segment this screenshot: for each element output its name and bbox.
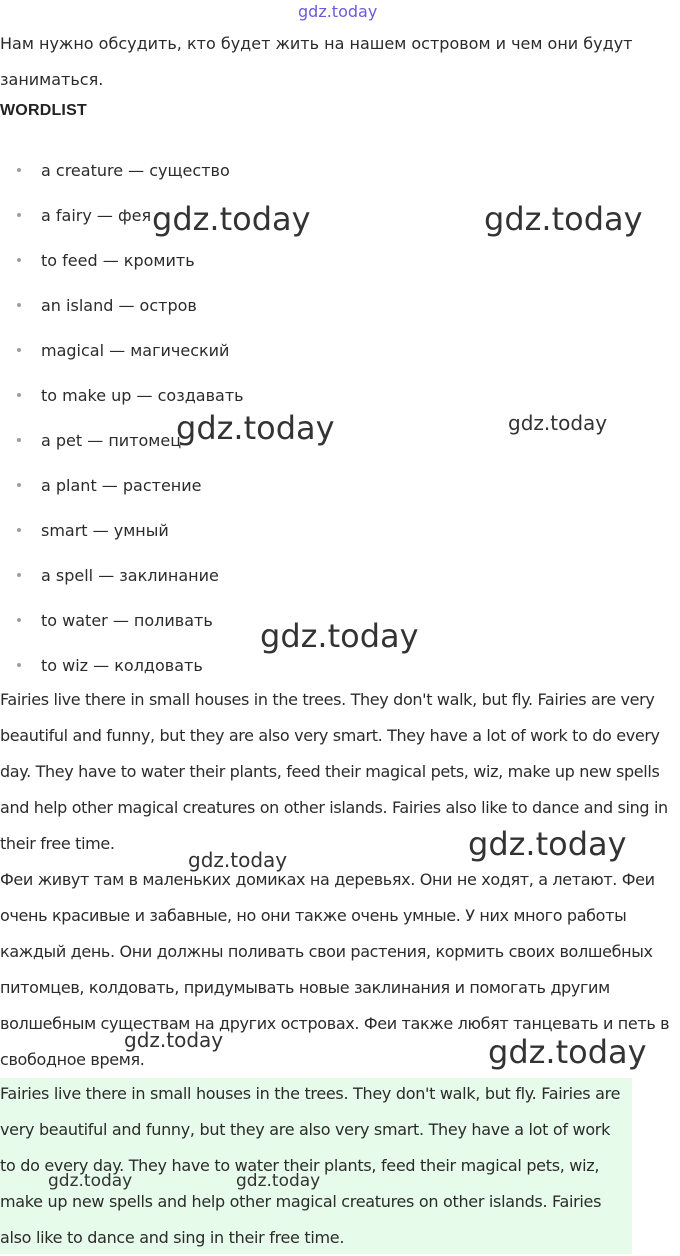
site-watermark: gdz.today — [152, 200, 311, 238]
site-watermark: gdz.today — [488, 1033, 647, 1071]
bullet-icon — [17, 483, 21, 487]
site-watermark: gdz.today — [124, 1028, 224, 1052]
bullet-icon — [17, 258, 21, 262]
bullet-icon — [17, 303, 21, 307]
list-item: to make up — создавать — [0, 373, 244, 418]
english-paragraph: Fairies live there in small houses in the trees. They don't walk, but fly. Fairies are very beautiful and funny, but they are also very smart. They have a lot of work to do every day. They have to water their plants, feed their magical pets, wiz, make up new spells and help other magical creatures on other islands. Fairies also like to dance and sing in their free time. — [0, 690, 668, 853]
bullet-icon — [17, 393, 21, 397]
bullet-icon — [17, 213, 21, 217]
intro-paragraph: Нам нужно обсудить, кто будет жить на нашем островом и чем они будут заниматься. — [0, 34, 633, 89]
list-item: an island — остров — [0, 283, 244, 328]
wordlist-heading: WORDLIST — [0, 102, 87, 119]
site-watermark: gdz.today — [260, 617, 419, 655]
list-item: to wiz — колдовать — [0, 643, 244, 688]
site-watermark: gdz.today — [188, 848, 288, 872]
list-item: to feed — кромить — [0, 238, 244, 283]
list-item: a plant — растение — [0, 463, 244, 508]
list-item: a pet — питомец — [0, 418, 244, 463]
list-item: a creature — существо — [0, 148, 244, 193]
bullet-icon — [17, 348, 21, 352]
site-watermark-top: gdz.today — [298, 2, 378, 21]
list-item: to water — поливать — [0, 598, 244, 643]
bullet-icon — [17, 168, 21, 172]
list-item: a spell — заклинание — [0, 553, 244, 598]
bullet-icon — [17, 528, 21, 532]
site-watermark: gdz.today — [176, 409, 335, 447]
site-watermark: gdz.today — [48, 1171, 133, 1191]
list-item: smart — умный — [0, 508, 244, 553]
site-watermark: gdz.today — [508, 411, 608, 435]
list-item: magical — магический — [0, 328, 244, 373]
bullet-icon — [17, 663, 21, 667]
list-item: a fairy — фея — [0, 193, 244, 238]
bullet-icon — [17, 438, 21, 442]
site-watermark: gdz.today — [484, 200, 643, 238]
bullet-icon — [17, 573, 21, 577]
bullet-icon — [17, 618, 21, 622]
answer-paragraph: Fairies live there in small houses in the trees. They don't walk, but fly. Fairies are very beautiful and funny, but they are also very smart. They have a lot of work to do every day. They have to water their plants, feed their magical pets, wiz, make up new spells and help other magical creatures on other islands. Fairies also like to dance and sing in their free time. — [0, 1084, 621, 1247]
site-watermark: gdz.today — [468, 825, 627, 863]
russian-paragraph: Феи живут там в маленьких домиках на деревьях. Они не ходят, а летают. Феи очень красивые и забавные, но они также очень умные. У них много работы каждый день. Они должны поливать свои растения, кормить своих волшебных питомцев, колдовать, придумывать новые заклинания и помогать другим волшебным существам на других островах. Феи также любят танцевать и петь в свободное время. — [0, 870, 670, 1069]
site-watermark: gdz.today — [236, 1171, 321, 1191]
